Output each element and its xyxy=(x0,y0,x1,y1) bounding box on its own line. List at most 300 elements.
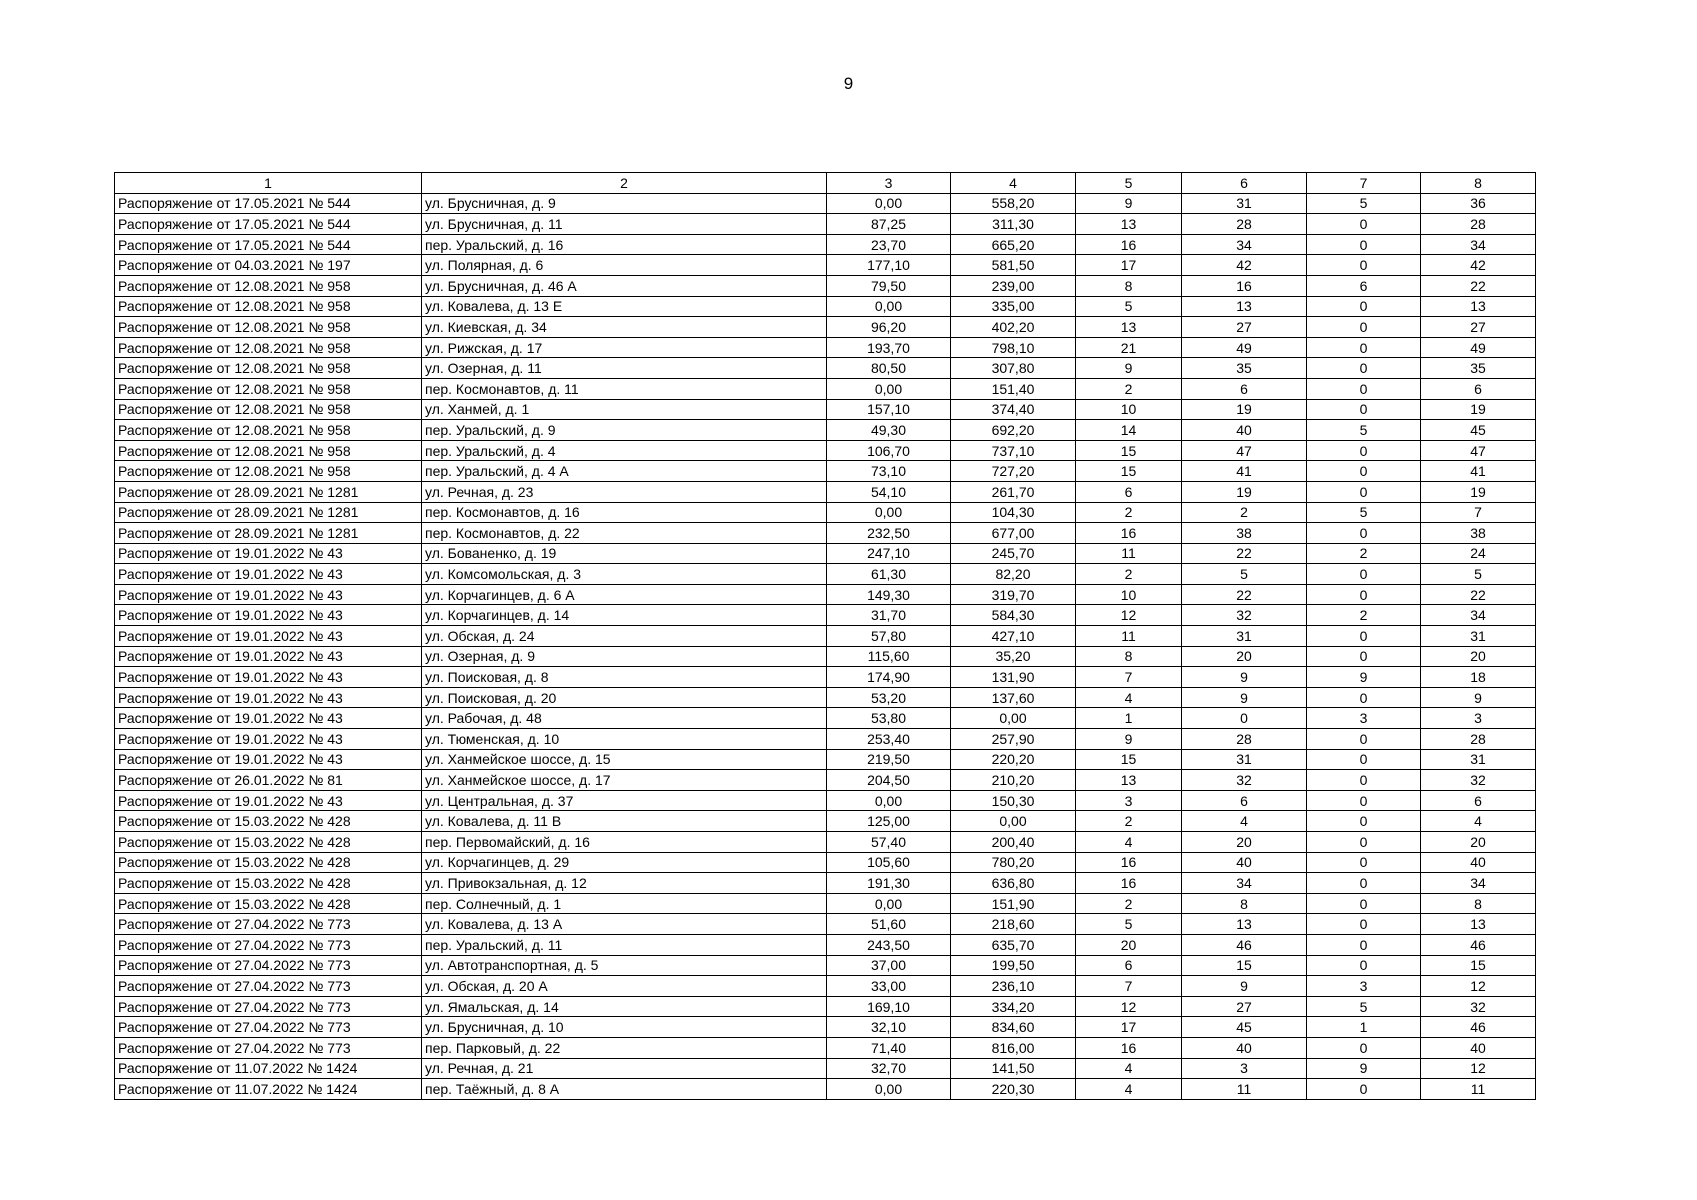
value-cell: 6 xyxy=(1076,955,1182,976)
value-cell: 677,00 xyxy=(951,523,1076,544)
value-cell: 0 xyxy=(1307,729,1421,750)
value-cell: 4 xyxy=(1182,811,1307,832)
value-cell: 319,70 xyxy=(951,584,1076,605)
value-cell: 0,00 xyxy=(827,790,951,811)
value-cell: 157,10 xyxy=(827,399,951,420)
table-row xyxy=(115,214,1536,235)
order-cell: Распоряжение от 19.01.2022 № 43 xyxy=(115,564,422,585)
value-cell: 49,30 xyxy=(827,420,951,441)
value-cell: 0 xyxy=(1307,399,1421,420)
order-cell: Распоряжение от 19.01.2022 № 43 xyxy=(115,687,422,708)
table-row xyxy=(115,1037,1536,1058)
order-cell: Распоряжение от 27.04.2022 № 773 xyxy=(115,934,422,955)
address-cell: пер. Парковый, д. 22 xyxy=(422,1037,827,1058)
value-cell: 558,20 xyxy=(951,193,1076,214)
value-cell: 0 xyxy=(1307,358,1421,379)
value-cell: 27 xyxy=(1182,996,1307,1017)
order-cell: Распоряжение от 19.01.2022 № 43 xyxy=(115,667,422,688)
value-cell: 15 xyxy=(1182,955,1307,976)
address-cell: пер. Уральский, д. 16 xyxy=(422,234,827,255)
column-number-row xyxy=(115,173,1536,194)
registry-table xyxy=(114,172,1536,1100)
value-cell: 47 xyxy=(1421,440,1536,461)
table-row xyxy=(115,1017,1536,1038)
value-cell: 46 xyxy=(1421,1017,1536,1038)
order-cell: Распоряжение от 17.05.2021 № 544 xyxy=(115,234,422,255)
value-cell: 40 xyxy=(1182,1037,1307,1058)
address-cell: ул. Ковалева, д. 13 А xyxy=(422,914,827,935)
value-cell: 14 xyxy=(1076,420,1182,441)
address-cell: ул. Поисковая, д. 8 xyxy=(422,667,827,688)
address-cell: пер. Уральский, д. 4 А xyxy=(422,461,827,482)
value-cell: 2 xyxy=(1076,811,1182,832)
value-cell: 38 xyxy=(1182,523,1307,544)
value-cell: 46 xyxy=(1421,934,1536,955)
value-cell: 49 xyxy=(1182,337,1307,358)
value-cell: 0 xyxy=(1307,523,1421,544)
value-cell: 151,90 xyxy=(951,893,1076,914)
table-row xyxy=(115,296,1536,317)
value-cell: 16 xyxy=(1182,275,1307,296)
value-cell: 3 xyxy=(1421,708,1536,729)
table-row xyxy=(115,955,1536,976)
value-cell: 12 xyxy=(1076,996,1182,1017)
address-cell: ул. Озерная, д. 9 xyxy=(422,646,827,667)
order-cell: Распоряжение от 28.09.2021 № 1281 xyxy=(115,481,422,502)
value-cell: 247,10 xyxy=(827,543,951,564)
value-cell: 727,20 xyxy=(951,461,1076,482)
value-cell: 12 xyxy=(1421,976,1536,997)
order-cell: Распоряжение от 19.01.2022 № 43 xyxy=(115,584,422,605)
value-cell: 16 xyxy=(1076,873,1182,894)
value-cell: 22 xyxy=(1182,543,1307,564)
address-cell: пер. Космонавтов, д. 16 xyxy=(422,502,827,523)
order-cell: Распоряжение от 12.08.2021 № 958 xyxy=(115,461,422,482)
value-cell: 0 xyxy=(1307,234,1421,255)
value-cell: 243,50 xyxy=(827,934,951,955)
value-cell: 0 xyxy=(1307,893,1421,914)
value-cell: 9 xyxy=(1076,358,1182,379)
value-cell: 0 xyxy=(1307,790,1421,811)
value-cell: 4 xyxy=(1076,1079,1182,1100)
value-cell: 193,70 xyxy=(827,337,951,358)
value-cell: 0 xyxy=(1307,749,1421,770)
value-cell: 45 xyxy=(1421,420,1536,441)
order-cell: Распоряжение от 28.09.2021 № 1281 xyxy=(115,523,422,544)
column-number-cell: 2 xyxy=(422,173,827,194)
table-row xyxy=(115,399,1536,420)
value-cell: 34 xyxy=(1182,873,1307,894)
order-cell: Распоряжение от 15.03.2022 № 428 xyxy=(115,873,422,894)
value-cell: 8 xyxy=(1421,893,1536,914)
value-cell: 2 xyxy=(1076,893,1182,914)
table-row xyxy=(115,873,1536,894)
value-cell: 13 xyxy=(1076,214,1182,235)
value-cell: 20 xyxy=(1076,934,1182,955)
order-cell: Распоряжение от 19.01.2022 № 43 xyxy=(115,543,422,564)
value-cell: 8 xyxy=(1076,646,1182,667)
value-cell: 636,80 xyxy=(951,873,1076,894)
value-cell: 80,50 xyxy=(827,358,951,379)
value-cell: 13 xyxy=(1076,317,1182,338)
value-cell: 9 xyxy=(1307,667,1421,688)
value-cell: 0 xyxy=(1307,461,1421,482)
value-cell: 15 xyxy=(1421,955,1536,976)
value-cell: 307,80 xyxy=(951,358,1076,379)
value-cell: 5 xyxy=(1421,564,1536,585)
value-cell: 47 xyxy=(1182,440,1307,461)
value-cell: 31 xyxy=(1182,626,1307,647)
value-cell: 27 xyxy=(1182,317,1307,338)
value-cell: 53,80 xyxy=(827,708,951,729)
value-cell: 20 xyxy=(1421,646,1536,667)
address-cell: ул. Привокзальная, д. 12 xyxy=(422,873,827,894)
value-cell: 218,60 xyxy=(951,914,1076,935)
value-cell: 40 xyxy=(1421,1037,1536,1058)
value-cell: 0 xyxy=(1307,811,1421,832)
value-cell: 96,20 xyxy=(827,317,951,338)
table-row xyxy=(115,749,1536,770)
value-cell: 239,00 xyxy=(951,275,1076,296)
order-cell: Распоряжение от 12.08.2021 № 958 xyxy=(115,420,422,441)
address-cell: ул. Автотранспортная, д. 5 xyxy=(422,955,827,976)
address-cell: ул. Рижская, д. 17 xyxy=(422,337,827,358)
column-number-cell: 5 xyxy=(1076,173,1182,194)
value-cell: 40 xyxy=(1421,852,1536,873)
value-cell: 635,70 xyxy=(951,934,1076,955)
value-cell: 0 xyxy=(1307,832,1421,853)
value-cell: 32 xyxy=(1421,770,1536,791)
value-cell: 35 xyxy=(1421,358,1536,379)
value-cell: 0,00 xyxy=(827,893,951,914)
column-number-cell: 6 xyxy=(1182,173,1307,194)
table-row xyxy=(115,234,1536,255)
value-cell: 5 xyxy=(1182,564,1307,585)
order-cell: Распоряжение от 11.07.2022 № 1424 xyxy=(115,1058,422,1079)
table-row xyxy=(115,461,1536,482)
value-cell: 1 xyxy=(1307,1017,1421,1038)
value-cell: 9 xyxy=(1076,729,1182,750)
table-row xyxy=(115,729,1536,750)
value-cell: 9 xyxy=(1182,687,1307,708)
order-cell: Распоряжение от 15.03.2022 № 428 xyxy=(115,893,422,914)
value-cell: 2 xyxy=(1307,605,1421,626)
value-cell: 9 xyxy=(1421,687,1536,708)
table-row xyxy=(115,378,1536,399)
address-cell: ул. Корчагинцев, д. 29 xyxy=(422,852,827,873)
value-cell: 15 xyxy=(1076,461,1182,482)
value-cell: 12 xyxy=(1421,1058,1536,1079)
value-cell: 199,50 xyxy=(951,955,1076,976)
value-cell: 427,10 xyxy=(951,626,1076,647)
order-cell: Распоряжение от 19.01.2022 № 43 xyxy=(115,729,422,750)
order-cell: Распоряжение от 12.08.2021 № 958 xyxy=(115,378,422,399)
order-cell: Распоряжение от 28.09.2021 № 1281 xyxy=(115,502,422,523)
order-cell: Распоряжение от 12.08.2021 № 958 xyxy=(115,399,422,420)
value-cell: 18 xyxy=(1421,667,1536,688)
value-cell: 0 xyxy=(1307,852,1421,873)
value-cell: 177,10 xyxy=(827,255,951,276)
value-cell: 7 xyxy=(1076,976,1182,997)
table-row xyxy=(115,646,1536,667)
order-cell: Распоряжение от 15.03.2022 № 428 xyxy=(115,811,422,832)
value-cell: 2 xyxy=(1076,378,1182,399)
order-cell: Распоряжение от 19.01.2022 № 43 xyxy=(115,605,422,626)
address-cell: ул. Комсомольская, д. 3 xyxy=(422,564,827,585)
value-cell: 8 xyxy=(1182,893,1307,914)
address-cell: ул. Корчагинцев, д. 6 А xyxy=(422,584,827,605)
order-cell: Распоряжение от 19.01.2022 № 43 xyxy=(115,626,422,647)
value-cell: 11 xyxy=(1421,1079,1536,1100)
value-cell: 20 xyxy=(1182,832,1307,853)
value-cell: 13 xyxy=(1421,296,1536,317)
table-row xyxy=(115,193,1536,214)
value-cell: 0 xyxy=(1307,934,1421,955)
value-cell: 104,30 xyxy=(951,502,1076,523)
value-cell: 2 xyxy=(1307,543,1421,564)
value-cell: 32 xyxy=(1182,605,1307,626)
value-cell: 5 xyxy=(1307,502,1421,523)
value-cell: 35,20 xyxy=(951,646,1076,667)
value-cell: 11 xyxy=(1182,1079,1307,1100)
table-row xyxy=(115,523,1536,544)
value-cell: 53,20 xyxy=(827,687,951,708)
value-cell: 236,10 xyxy=(951,976,1076,997)
value-cell: 311,30 xyxy=(951,214,1076,235)
value-cell: 245,70 xyxy=(951,543,1076,564)
order-cell: Распоряжение от 19.01.2022 № 43 xyxy=(115,646,422,667)
table-row xyxy=(115,770,1536,791)
order-cell: Распоряжение от 15.03.2022 № 428 xyxy=(115,852,422,873)
value-cell: 0,00 xyxy=(951,708,1076,729)
value-cell: 10 xyxy=(1076,584,1182,605)
order-cell: Распоряжение от 17.05.2021 № 544 xyxy=(115,193,422,214)
value-cell: 0 xyxy=(1307,770,1421,791)
value-cell: 115,60 xyxy=(827,646,951,667)
order-cell: Распоряжение от 27.04.2022 № 773 xyxy=(115,1017,422,1038)
value-cell: 15 xyxy=(1076,749,1182,770)
value-cell: 34 xyxy=(1182,234,1307,255)
table-row xyxy=(115,790,1536,811)
value-cell: 11 xyxy=(1076,543,1182,564)
value-cell: 20 xyxy=(1421,832,1536,853)
table-row xyxy=(115,420,1536,441)
value-cell: 17 xyxy=(1076,1017,1182,1038)
value-cell: 61,30 xyxy=(827,564,951,585)
value-cell: 19 xyxy=(1421,481,1536,502)
value-cell: 191,30 xyxy=(827,873,951,894)
value-cell: 220,30 xyxy=(951,1079,1076,1100)
address-cell: ул. Брусничная, д. 9 xyxy=(422,193,827,214)
value-cell: 32 xyxy=(1182,770,1307,791)
value-cell: 125,00 xyxy=(827,811,951,832)
value-cell: 5 xyxy=(1076,914,1182,935)
value-cell: 0 xyxy=(1307,687,1421,708)
value-cell: 261,70 xyxy=(951,481,1076,502)
address-cell: пер. Солнечный, д. 1 xyxy=(422,893,827,914)
value-cell: 34 xyxy=(1421,605,1536,626)
value-cell: 17 xyxy=(1076,255,1182,276)
order-cell: Распоряжение от 27.04.2022 № 773 xyxy=(115,976,422,997)
column-number-cell: 8 xyxy=(1421,173,1536,194)
value-cell: 137,60 xyxy=(951,687,1076,708)
value-cell: 0 xyxy=(1307,255,1421,276)
table-row xyxy=(115,255,1536,276)
value-cell: 22 xyxy=(1421,275,1536,296)
value-cell: 0 xyxy=(1307,584,1421,605)
value-cell: 0,00 xyxy=(827,296,951,317)
address-cell: ул. Речная, д. 21 xyxy=(422,1058,827,1079)
value-cell: 0,00 xyxy=(827,502,951,523)
value-cell: 3 xyxy=(1307,708,1421,729)
address-cell: ул. Ханмейское шоссе, д. 15 xyxy=(422,749,827,770)
value-cell: 6 xyxy=(1421,790,1536,811)
value-cell: 105,60 xyxy=(827,852,951,873)
address-cell: пер. Первомайский, д. 16 xyxy=(422,832,827,853)
address-cell: ул. Центральная, д. 37 xyxy=(422,790,827,811)
table-row xyxy=(115,337,1536,358)
value-cell: 1 xyxy=(1076,708,1182,729)
value-cell: 19 xyxy=(1182,399,1307,420)
value-cell: 169,10 xyxy=(827,996,951,1017)
value-cell: 8 xyxy=(1076,275,1182,296)
value-cell: 210,20 xyxy=(951,770,1076,791)
value-cell: 0 xyxy=(1307,1079,1421,1100)
value-cell: 402,20 xyxy=(951,317,1076,338)
order-cell: Распоряжение от 17.05.2021 № 544 xyxy=(115,214,422,235)
table-row xyxy=(115,584,1536,605)
value-cell: 87,25 xyxy=(827,214,951,235)
value-cell: 174,90 xyxy=(827,667,951,688)
value-cell: 16 xyxy=(1076,523,1182,544)
column-number-cell: 7 xyxy=(1307,173,1421,194)
value-cell: 253,40 xyxy=(827,729,951,750)
value-cell: 3 xyxy=(1307,976,1421,997)
address-cell: пер. Космонавтов, д. 11 xyxy=(422,378,827,399)
order-cell: Распоряжение от 27.04.2022 № 773 xyxy=(115,955,422,976)
table-row xyxy=(115,275,1536,296)
address-cell: ул. Обская, д. 24 xyxy=(422,626,827,647)
value-cell: 19 xyxy=(1182,481,1307,502)
value-cell: 32 xyxy=(1421,996,1536,1017)
value-cell: 13 xyxy=(1076,770,1182,791)
table-row xyxy=(115,934,1536,955)
table-row xyxy=(115,1079,1536,1100)
value-cell: 20 xyxy=(1182,646,1307,667)
value-cell: 27 xyxy=(1421,317,1536,338)
address-cell: ул. Брусничная, д. 10 xyxy=(422,1017,827,1038)
value-cell: 16 xyxy=(1076,234,1182,255)
value-cell: 41 xyxy=(1421,461,1536,482)
value-cell: 5 xyxy=(1076,296,1182,317)
value-cell: 4 xyxy=(1076,1058,1182,1079)
value-cell: 7 xyxy=(1076,667,1182,688)
table-row xyxy=(115,502,1536,523)
address-cell: ул. Киевская, д. 34 xyxy=(422,317,827,338)
order-cell: Распоряжение от 26.01.2022 № 81 xyxy=(115,770,422,791)
address-cell: ул. Бованенко, д. 19 xyxy=(422,543,827,564)
value-cell: 6 xyxy=(1421,378,1536,399)
value-cell: 31,70 xyxy=(827,605,951,626)
value-cell: 665,20 xyxy=(951,234,1076,255)
value-cell: 19 xyxy=(1421,399,1536,420)
value-cell: 13 xyxy=(1182,914,1307,935)
table-row xyxy=(115,543,1536,564)
order-cell: Распоряжение от 12.08.2021 № 958 xyxy=(115,317,422,338)
value-cell: 834,60 xyxy=(951,1017,1076,1038)
table-row xyxy=(115,626,1536,647)
table-row xyxy=(115,976,1536,997)
value-cell: 2 xyxy=(1076,502,1182,523)
value-cell: 0 xyxy=(1307,214,1421,235)
value-cell: 42 xyxy=(1182,255,1307,276)
table-row xyxy=(115,914,1536,935)
value-cell: 0,00 xyxy=(827,193,951,214)
value-cell: 2 xyxy=(1076,564,1182,585)
value-cell: 3 xyxy=(1076,790,1182,811)
value-cell: 0 xyxy=(1307,378,1421,399)
value-cell: 45 xyxy=(1182,1017,1307,1038)
page-number: 9 xyxy=(843,74,854,93)
table-row xyxy=(115,832,1536,853)
address-cell: пер. Уральский, д. 9 xyxy=(422,420,827,441)
order-cell: Распоряжение от 12.08.2021 № 958 xyxy=(115,275,422,296)
value-cell: 46 xyxy=(1182,934,1307,955)
address-cell: пер. Космонавтов, д. 22 xyxy=(422,523,827,544)
order-cell: Распоряжение от 04.03.2021 № 197 xyxy=(115,255,422,276)
value-cell: 780,20 xyxy=(951,852,1076,873)
value-cell: 141,50 xyxy=(951,1058,1076,1079)
address-cell: ул. Брусничная, д. 46 А xyxy=(422,275,827,296)
order-cell: Распоряжение от 12.08.2021 № 958 xyxy=(115,358,422,379)
address-cell: ул. Озерная, д. 11 xyxy=(422,358,827,379)
value-cell: 335,00 xyxy=(951,296,1076,317)
value-cell: 692,20 xyxy=(951,420,1076,441)
order-cell: Распоряжение от 27.04.2022 № 773 xyxy=(115,996,422,1017)
value-cell: 71,40 xyxy=(827,1037,951,1058)
value-cell: 31 xyxy=(1421,749,1536,770)
value-cell: 41 xyxy=(1182,461,1307,482)
column-number-cell: 1 xyxy=(115,173,422,194)
value-cell: 4 xyxy=(1076,687,1182,708)
value-cell: 0 xyxy=(1307,646,1421,667)
address-cell: ул. Тюменская, д. 10 xyxy=(422,729,827,750)
value-cell: 28 xyxy=(1182,214,1307,235)
value-cell: 82,20 xyxy=(951,564,1076,585)
table-row xyxy=(115,605,1536,626)
value-cell: 21 xyxy=(1076,337,1182,358)
value-cell: 34 xyxy=(1421,873,1536,894)
value-cell: 3 xyxy=(1182,1058,1307,1079)
address-cell: ул. Поисковая, д. 20 xyxy=(422,687,827,708)
table-row xyxy=(115,667,1536,688)
address-cell: ул. Речная, д. 23 xyxy=(422,481,827,502)
value-cell: 9 xyxy=(1182,976,1307,997)
value-cell: 131,90 xyxy=(951,667,1076,688)
value-cell: 200,40 xyxy=(951,832,1076,853)
value-cell: 31 xyxy=(1421,626,1536,647)
order-cell: Распоряжение от 12.08.2021 № 958 xyxy=(115,337,422,358)
address-cell: пер. Уральский, д. 4 xyxy=(422,440,827,461)
value-cell: 57,40 xyxy=(827,832,951,853)
value-cell: 220,20 xyxy=(951,749,1076,770)
order-cell: Распоряжение от 19.01.2022 № 43 xyxy=(115,708,422,729)
value-cell: 16 xyxy=(1076,852,1182,873)
column-number-cell: 4 xyxy=(951,173,1076,194)
value-cell: 151,40 xyxy=(951,378,1076,399)
value-cell: 28 xyxy=(1182,729,1307,750)
address-cell: пер. Таёжный, д. 8 А xyxy=(422,1079,827,1100)
